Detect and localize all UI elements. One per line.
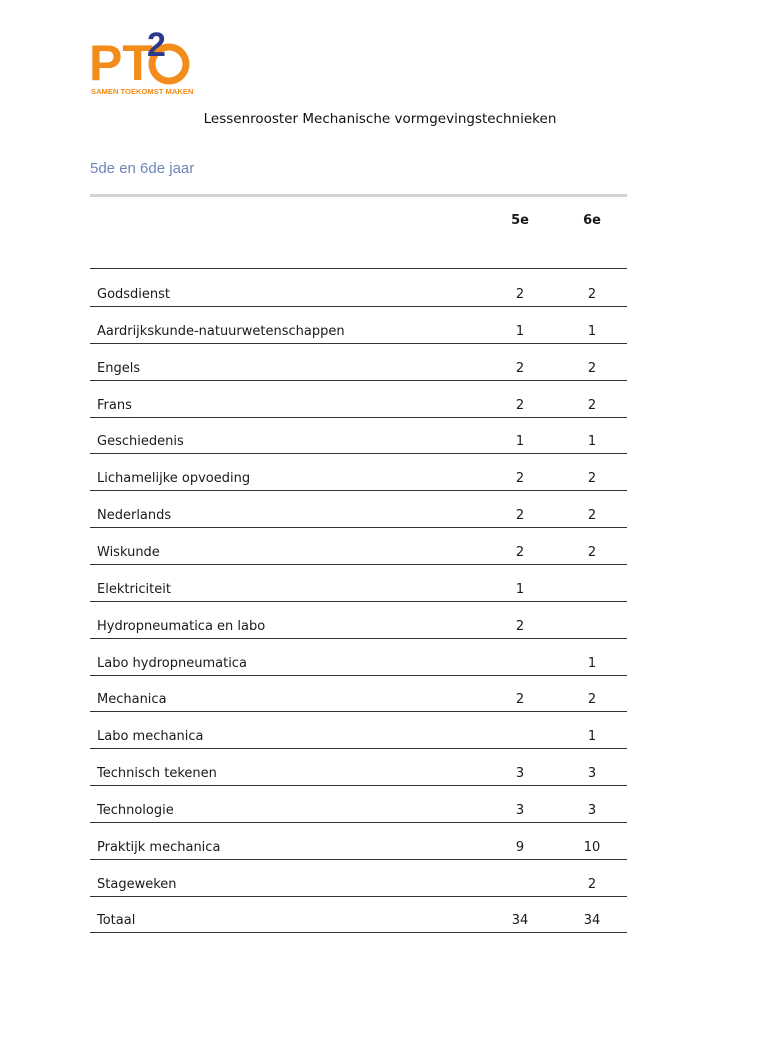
hours-6e-cell: 2 [587,544,597,560]
table-row [90,491,627,528]
hours-5e-cell: 2 [515,618,525,634]
hours-5e-cell: 1 [515,581,525,597]
pt2o-logo [89,26,199,98]
table-row [90,639,627,676]
logo-tagline: SAMEN TOEKOMST MAKEN [91,87,194,96]
hours-5e-cell: 3 [515,766,525,782]
table-row [90,712,627,749]
table-row [90,749,627,786]
table-row [90,417,627,454]
hours-5e-cell: 1 [515,434,525,450]
table-row [90,860,627,897]
column-header-6e: 6e [583,213,601,228]
subject-cell: Aardrijkskunde-natuurwetenschappen [97,323,345,339]
subject-cell: Technisch tekenen [97,766,217,782]
hours-6e-cell: 2 [587,508,597,524]
column-header-5e: 5e [511,213,529,228]
hours-5e-cell: 2 [515,544,525,560]
hours-5e-cell: 2 [515,471,525,487]
hours-6e-cell: 2 [587,876,597,892]
hours-6e-cell: 10 [583,839,601,855]
hours-5e-cell: 2 [515,287,525,302]
table-header [90,198,627,269]
hours-5e-cell: 2 [515,397,525,413]
subject-cell: Praktijk mechanica [97,839,221,855]
subject-cell: Godsdienst [97,287,171,302]
hours-6e-cell: 1 [587,729,597,745]
subject-cell: Wiskunde [97,544,160,560]
subject-cell: Labo mechanica [97,729,204,745]
logo-digit: 2 [147,26,166,64]
section-heading: 5de en 6de jaar [90,160,195,177]
hours-5e-cell: 2 [515,508,525,524]
pt2o-logo-mark [89,26,199,98]
subject-cell: Frans [97,397,132,413]
hours-6e-cell: 3 [587,766,597,782]
hours-6e-cell: 1 [587,655,597,671]
subject-cell: Engels [97,360,141,376]
subject-cell: Nederlands [97,508,172,524]
table-row [90,344,627,381]
subject-cell: Hydropneumatica en labo [97,618,266,634]
hours-5e-cell: 3 [515,802,525,818]
hours-6e-cell: 3 [587,802,597,818]
table-row [90,896,627,933]
table-row [90,675,627,712]
hours-6e-cell: 34 [583,913,601,929]
hours-6e-cell: 2 [587,471,597,487]
subject-cell: Mechanica [97,692,167,708]
subject-cell: Lichamelijke opvoeding [97,471,251,487]
table-row [90,786,627,823]
subject-cell: Technologie [97,802,174,818]
subject-cell: Totaal [97,913,136,929]
logo-letters-pt: PT [89,35,153,91]
subject-cell: Labo hydropneumatica [97,655,247,671]
table-row [90,307,627,344]
subject-cell: Geschiedenis [97,434,184,450]
hours-6e-cell: 1 [587,323,597,339]
table-row [90,565,627,602]
hours-5e-cell: 34 [511,913,529,929]
hours-6e-cell: 2 [587,692,597,708]
subject-cell: Elektriciteit [97,581,171,597]
table-row [90,270,627,307]
hours-6e-cell: 1 [587,434,597,450]
table-row [90,528,627,565]
hours-5e-cell: 2 [515,692,525,708]
hours-6e-cell: 2 [587,397,597,413]
hours-5e-cell: 9 [515,839,525,855]
document-title: Lessenrooster Mechanische vormgevingstechnieken [203,111,557,127]
hours-5e-cell: 1 [515,323,525,339]
table-row [90,381,627,418]
table-row [90,454,627,491]
hours-6e-cell: 2 [587,287,597,302]
hours-5e-cell: 2 [515,360,525,376]
table-row [90,823,627,860]
hours-6e-cell: 2 [587,360,597,376]
subject-cell: Stageweken [97,876,177,892]
section-divider [90,194,627,197]
table-row [90,602,627,639]
